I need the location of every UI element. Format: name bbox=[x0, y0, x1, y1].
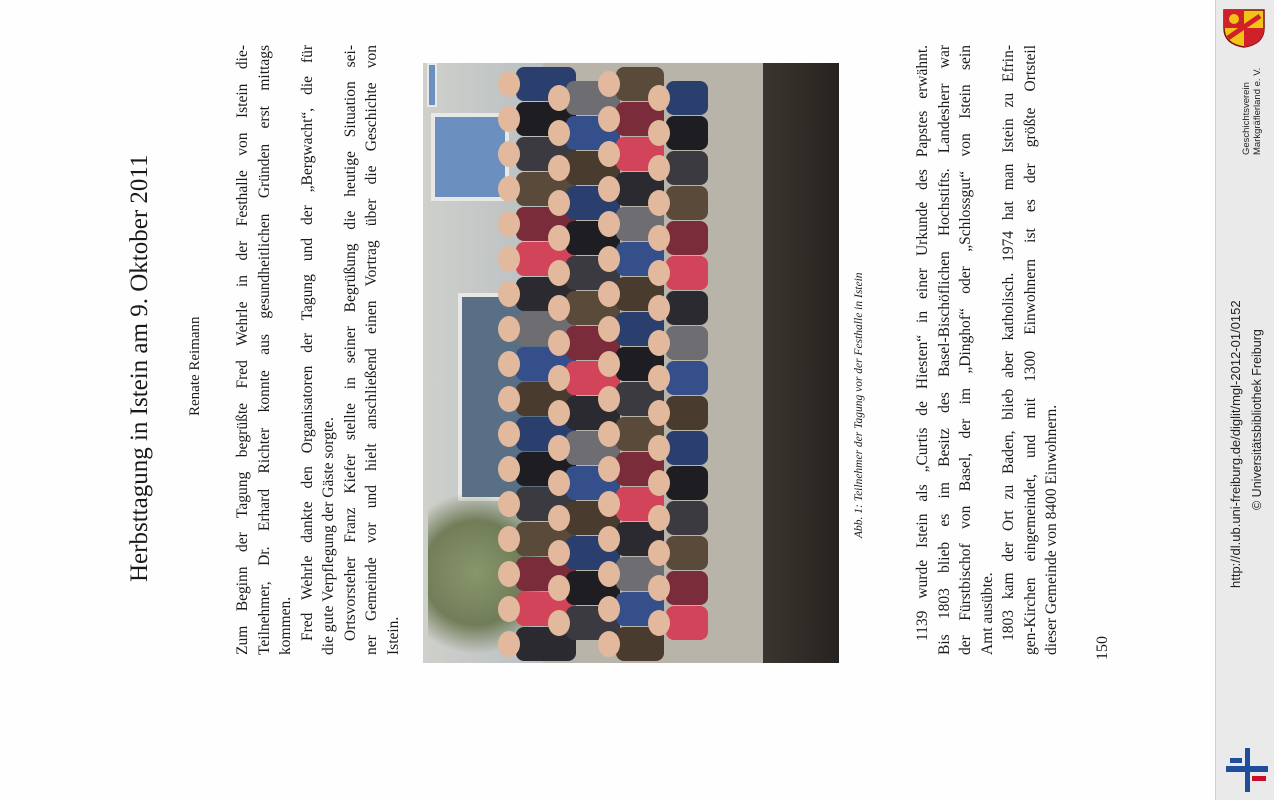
person-head bbox=[548, 540, 570, 566]
person-head bbox=[548, 365, 570, 391]
person-head bbox=[648, 295, 670, 321]
person-head bbox=[598, 316, 620, 342]
person-head bbox=[598, 141, 620, 167]
person-body bbox=[666, 606, 708, 640]
person-head bbox=[598, 631, 620, 657]
person-head bbox=[648, 190, 670, 216]
person-head bbox=[648, 85, 670, 111]
person-body bbox=[666, 256, 708, 290]
person-body bbox=[666, 396, 708, 430]
text-line: dieser Gemeinde von 8400 Einwohnern. bbox=[1043, 404, 1060, 655]
person-head bbox=[598, 106, 620, 132]
person-head bbox=[548, 120, 570, 146]
person-head bbox=[598, 176, 620, 202]
person-head bbox=[498, 281, 520, 307]
person-head bbox=[598, 386, 620, 412]
person-head bbox=[498, 71, 520, 97]
person-head bbox=[548, 225, 570, 251]
society-name bbox=[1241, 68, 1263, 155]
photo-caption: Abb. 1: Teilnehmer der Tagung vor der Festhalle in Istein bbox=[853, 272, 865, 538]
person-body bbox=[666, 186, 708, 220]
person-head bbox=[548, 155, 570, 181]
person-body bbox=[666, 221, 708, 255]
person-head bbox=[548, 295, 570, 321]
university-library-logo-icon bbox=[1226, 748, 1268, 792]
person-head bbox=[648, 120, 670, 146]
text-line: kommen. bbox=[277, 596, 294, 655]
person-head bbox=[598, 211, 620, 237]
person-head bbox=[548, 610, 570, 636]
text-line: Zum Beginn der Tagung begrüßte Fred Wehrle in der Festhalle von Istein die- bbox=[234, 45, 251, 655]
person-head bbox=[648, 225, 670, 251]
text-line: Teilnehmer, Dr. Erhard Richter konnte aus gesundheitlichen Gründen erst mittags bbox=[255, 45, 273, 655]
person-head bbox=[598, 561, 620, 587]
person-head bbox=[598, 281, 620, 307]
person-head bbox=[498, 491, 520, 517]
society-name-line1: Geschichtsverein bbox=[1241, 82, 1252, 155]
person-head bbox=[498, 526, 520, 552]
person-head bbox=[548, 260, 570, 286]
person-body bbox=[666, 536, 708, 570]
person-head bbox=[498, 421, 520, 447]
person-body bbox=[666, 81, 708, 115]
person-head bbox=[598, 596, 620, 622]
person-body bbox=[666, 361, 708, 395]
person-head bbox=[498, 456, 520, 482]
group-photo bbox=[423, 63, 839, 663]
article-author: Renate Reimann bbox=[187, 316, 203, 416]
text-line: der Fürstbischof von Basel, der im „Dinghof“ oder „Schlossgut“ von Istein sein bbox=[957, 45, 974, 655]
person-head bbox=[548, 435, 570, 461]
person-head bbox=[498, 561, 520, 587]
person-head bbox=[648, 470, 670, 496]
person-head bbox=[598, 71, 620, 97]
text-line: gen-Kirchen eingemeindet, und mit 1300 Einwohnern ist es der größte Ortsteil bbox=[1021, 45, 1039, 655]
society-coat-of-arms-icon bbox=[1222, 8, 1266, 48]
text-line: ner Gemeinde vor und hielt anschließend einen Vortrag über die Geschichte von bbox=[363, 45, 380, 655]
person-head bbox=[598, 421, 620, 447]
person-head bbox=[498, 596, 520, 622]
person-head bbox=[598, 456, 620, 482]
person-head bbox=[548, 330, 570, 356]
person-head bbox=[648, 610, 670, 636]
intro-paragraphs bbox=[232, 45, 404, 655]
text-line: Fred Wehrle dankte den Organisatoren der Tagung und der „Bergwacht“, die für bbox=[298, 45, 316, 641]
text-line: die gute Verpflegung der Gäste sorgte. bbox=[320, 417, 337, 655]
society-name-line2: Markgräflerland e. V. bbox=[1252, 67, 1263, 155]
person-body bbox=[666, 116, 708, 150]
person-head bbox=[648, 400, 670, 426]
person-head bbox=[648, 155, 670, 181]
person-head bbox=[648, 435, 670, 461]
person-head bbox=[498, 106, 520, 132]
text-line: Amt ausübte. bbox=[978, 572, 996, 655]
person-head bbox=[648, 365, 670, 391]
person-head bbox=[498, 631, 520, 657]
text-line: Bis 1803 blieb es im Besitz des Basel-Bischöflichen Hochstifts. Landesherr war bbox=[935, 45, 953, 655]
person-head bbox=[598, 526, 620, 552]
person-head bbox=[648, 330, 670, 356]
person-head bbox=[498, 386, 520, 412]
text-line: 1803 kam der Ort zu Baden, blieb aber katholisch. 1974 hat man Istein zu Efrin- bbox=[1000, 45, 1017, 641]
text-line: Istein. bbox=[384, 616, 402, 655]
person-head bbox=[498, 141, 520, 167]
person-head bbox=[498, 351, 520, 377]
permalink-url[interactable]: http://dl.ub.uni-freiburg.de/diglit/mgl-2012-01/0152 bbox=[1228, 300, 1243, 588]
person-body bbox=[666, 501, 708, 535]
person-body bbox=[666, 571, 708, 605]
person-head bbox=[548, 190, 570, 216]
person-head bbox=[548, 575, 570, 601]
person-head bbox=[548, 85, 570, 111]
person-head bbox=[598, 246, 620, 272]
person-body bbox=[666, 466, 708, 500]
person-body bbox=[666, 431, 708, 465]
person-body bbox=[666, 326, 708, 360]
person-head bbox=[598, 491, 620, 517]
person-head bbox=[548, 400, 570, 426]
person-head bbox=[648, 575, 670, 601]
person-head bbox=[498, 316, 520, 342]
text-line: 1139 wurde Istein als „Curtis de Hiesten“ in einer Urkunde des Papstes erwähnt. bbox=[914, 45, 931, 641]
text-line: Ortsvorsteher Franz Kiefer stellte in seiner Begrüßung die heutige Situation sei- bbox=[341, 45, 359, 641]
person-head bbox=[648, 540, 670, 566]
person-head bbox=[498, 246, 520, 272]
person-body bbox=[666, 151, 708, 185]
person-head bbox=[548, 505, 570, 531]
person-head bbox=[548, 470, 570, 496]
person-body bbox=[666, 291, 708, 325]
person-head bbox=[498, 211, 520, 237]
article-title: Herbsttagung in Istein am 9. Oktober 2011 bbox=[126, 154, 153, 582]
person-head bbox=[648, 505, 670, 531]
person-head bbox=[598, 351, 620, 377]
page-number: 150 bbox=[1094, 636, 1111, 660]
person-head bbox=[498, 176, 520, 202]
copyright-notice: © Universitätsbibliothek Freiburg bbox=[1250, 329, 1264, 510]
history-paragraphs bbox=[912, 45, 1063, 655]
person-head bbox=[648, 260, 670, 286]
